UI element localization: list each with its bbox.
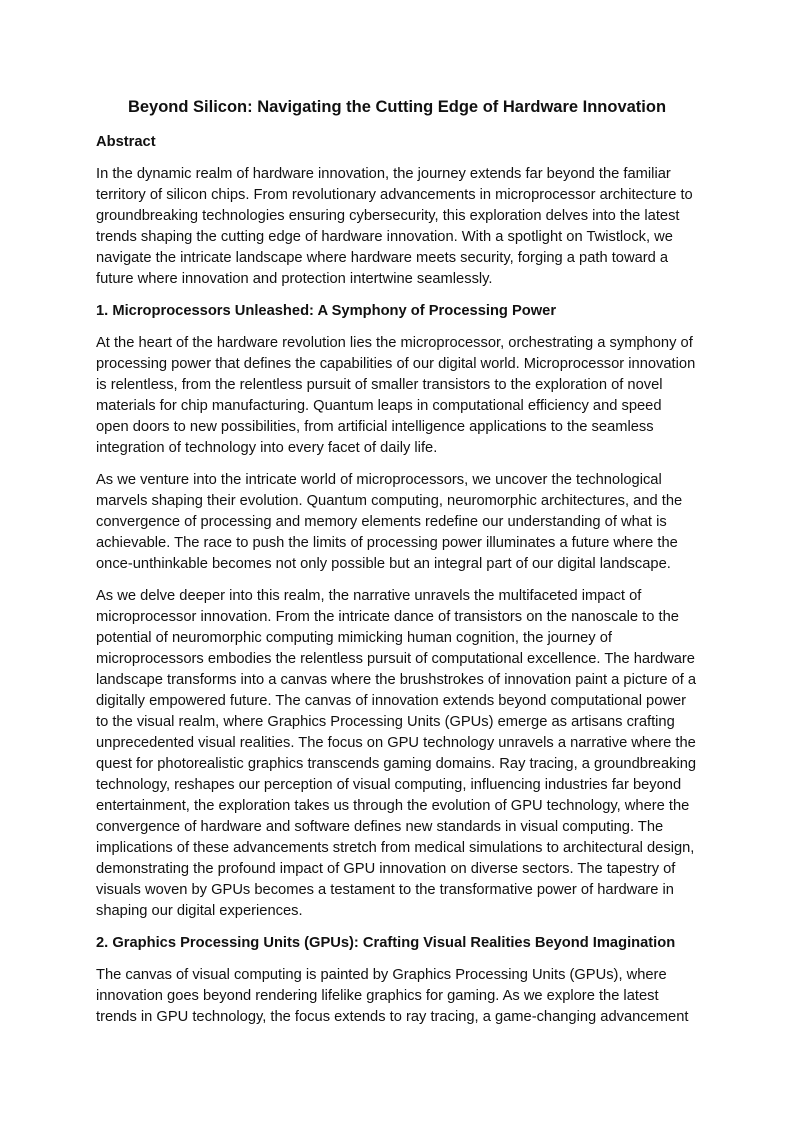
document-title: Beyond Silicon: Navigating the Cutting Edge of Hardware Innovation xyxy=(127,98,667,116)
section-1-paragraph-3: As we delve deeper into this realm, the narrative unravels the multifaceted impact of microprocessor innovation. From the intricate dance of transistors on the nanoscale to the potential of neuromorphic computing mimicking human cognition, the journey of microprocessors embodies the relentless pursuit of computational excellence. The hardware landscape transforms into a canvas where the brushstrokes of innovation paint a picture of a digitally empowered future. The canvas of innovation extends beyond computational power to the visual realm, where Graphics Processing Units (GPUs) emerge as artisans crafting unprecedented visual realities. The focus on GPU technology unravels a narrative where the quest for photorealistic graphics transcends gaming domains. Ray tracing, a groundbreaking technology, reshapes our perception of visual computing, influencing industries far beyond entertainment, the exploration takes us through the evolution of GPU technology, where the convergence of hardware and software defines new standards in visual computing. The implications of these advancements stretch from medical simulations to architectural design, demonstrating the profound impact of GPU innovation on diverse sectors. The tapestry of visuals woven by GPUs becomes a testament to the transformative power of hardware in shaping our digital experiences. xyxy=(96,588,697,919)
section-2-paragraph-1: The canvas of visual computing is painted by Graphics Processing Units (GPUs), where innovation goes beyond rendering lifelike graphics for gaming. As we explore the latest trends in GPU technology, the focus extends to ray tracing, a game-changing advancement xyxy=(96,967,689,1025)
abstract-paragraph: In the dynamic realm of hardware innovation, the journey extends far beyond the familiar territory of silicon chips. From revolutionary advancements in microprocessor architecture to groundbreaking technologies ensuring cybersecurity, this exploration delves into the latest trends shaping the cutting edge of hardware innovation. With a spotlight on Twistlock, we navigate the intricate landscape where hardware meets security, forging a path toward a future where innovation and protection intertwine seamlessly. xyxy=(96,166,693,287)
abstract-heading: Abstract xyxy=(96,134,156,150)
section-1-heading: 1. Microprocessors Unleashed: A Symphony of Processing Power xyxy=(96,303,557,319)
section-1-paragraph-1: At the heart of the hardware revolution lies the microprocessor, orchestrating a symphony of processing power that defines the capabilities of our digital world. Microprocessor innovation is relentless, from the relentless pursuit of smaller transistors to the exploration of novel materials for chip manufacturing. Quantum leaps in computational efficiency and speed open doors to new possibilities, from artificial intelligence applications to the seamless integration of technology into every facet of daily life. xyxy=(96,335,696,456)
document-page xyxy=(96,96,698,1039)
section-1-paragraph-2: As we venture into the intricate world of microprocessors, we uncover the technological marvels shaping their evolution. Quantum computing, neuromorphic architectures, and the convergence of processing and memory elements redefine our understanding of what is achievable. The race to push the limits of processing power illuminates a future where the once-unthinkable becomes not only possible but an integral part of our digital landscape. xyxy=(96,472,683,572)
section-2-heading: 2. Graphics Processing Units (GPUs): Crafting Visual Realities Beyond Imagination xyxy=(96,935,676,951)
